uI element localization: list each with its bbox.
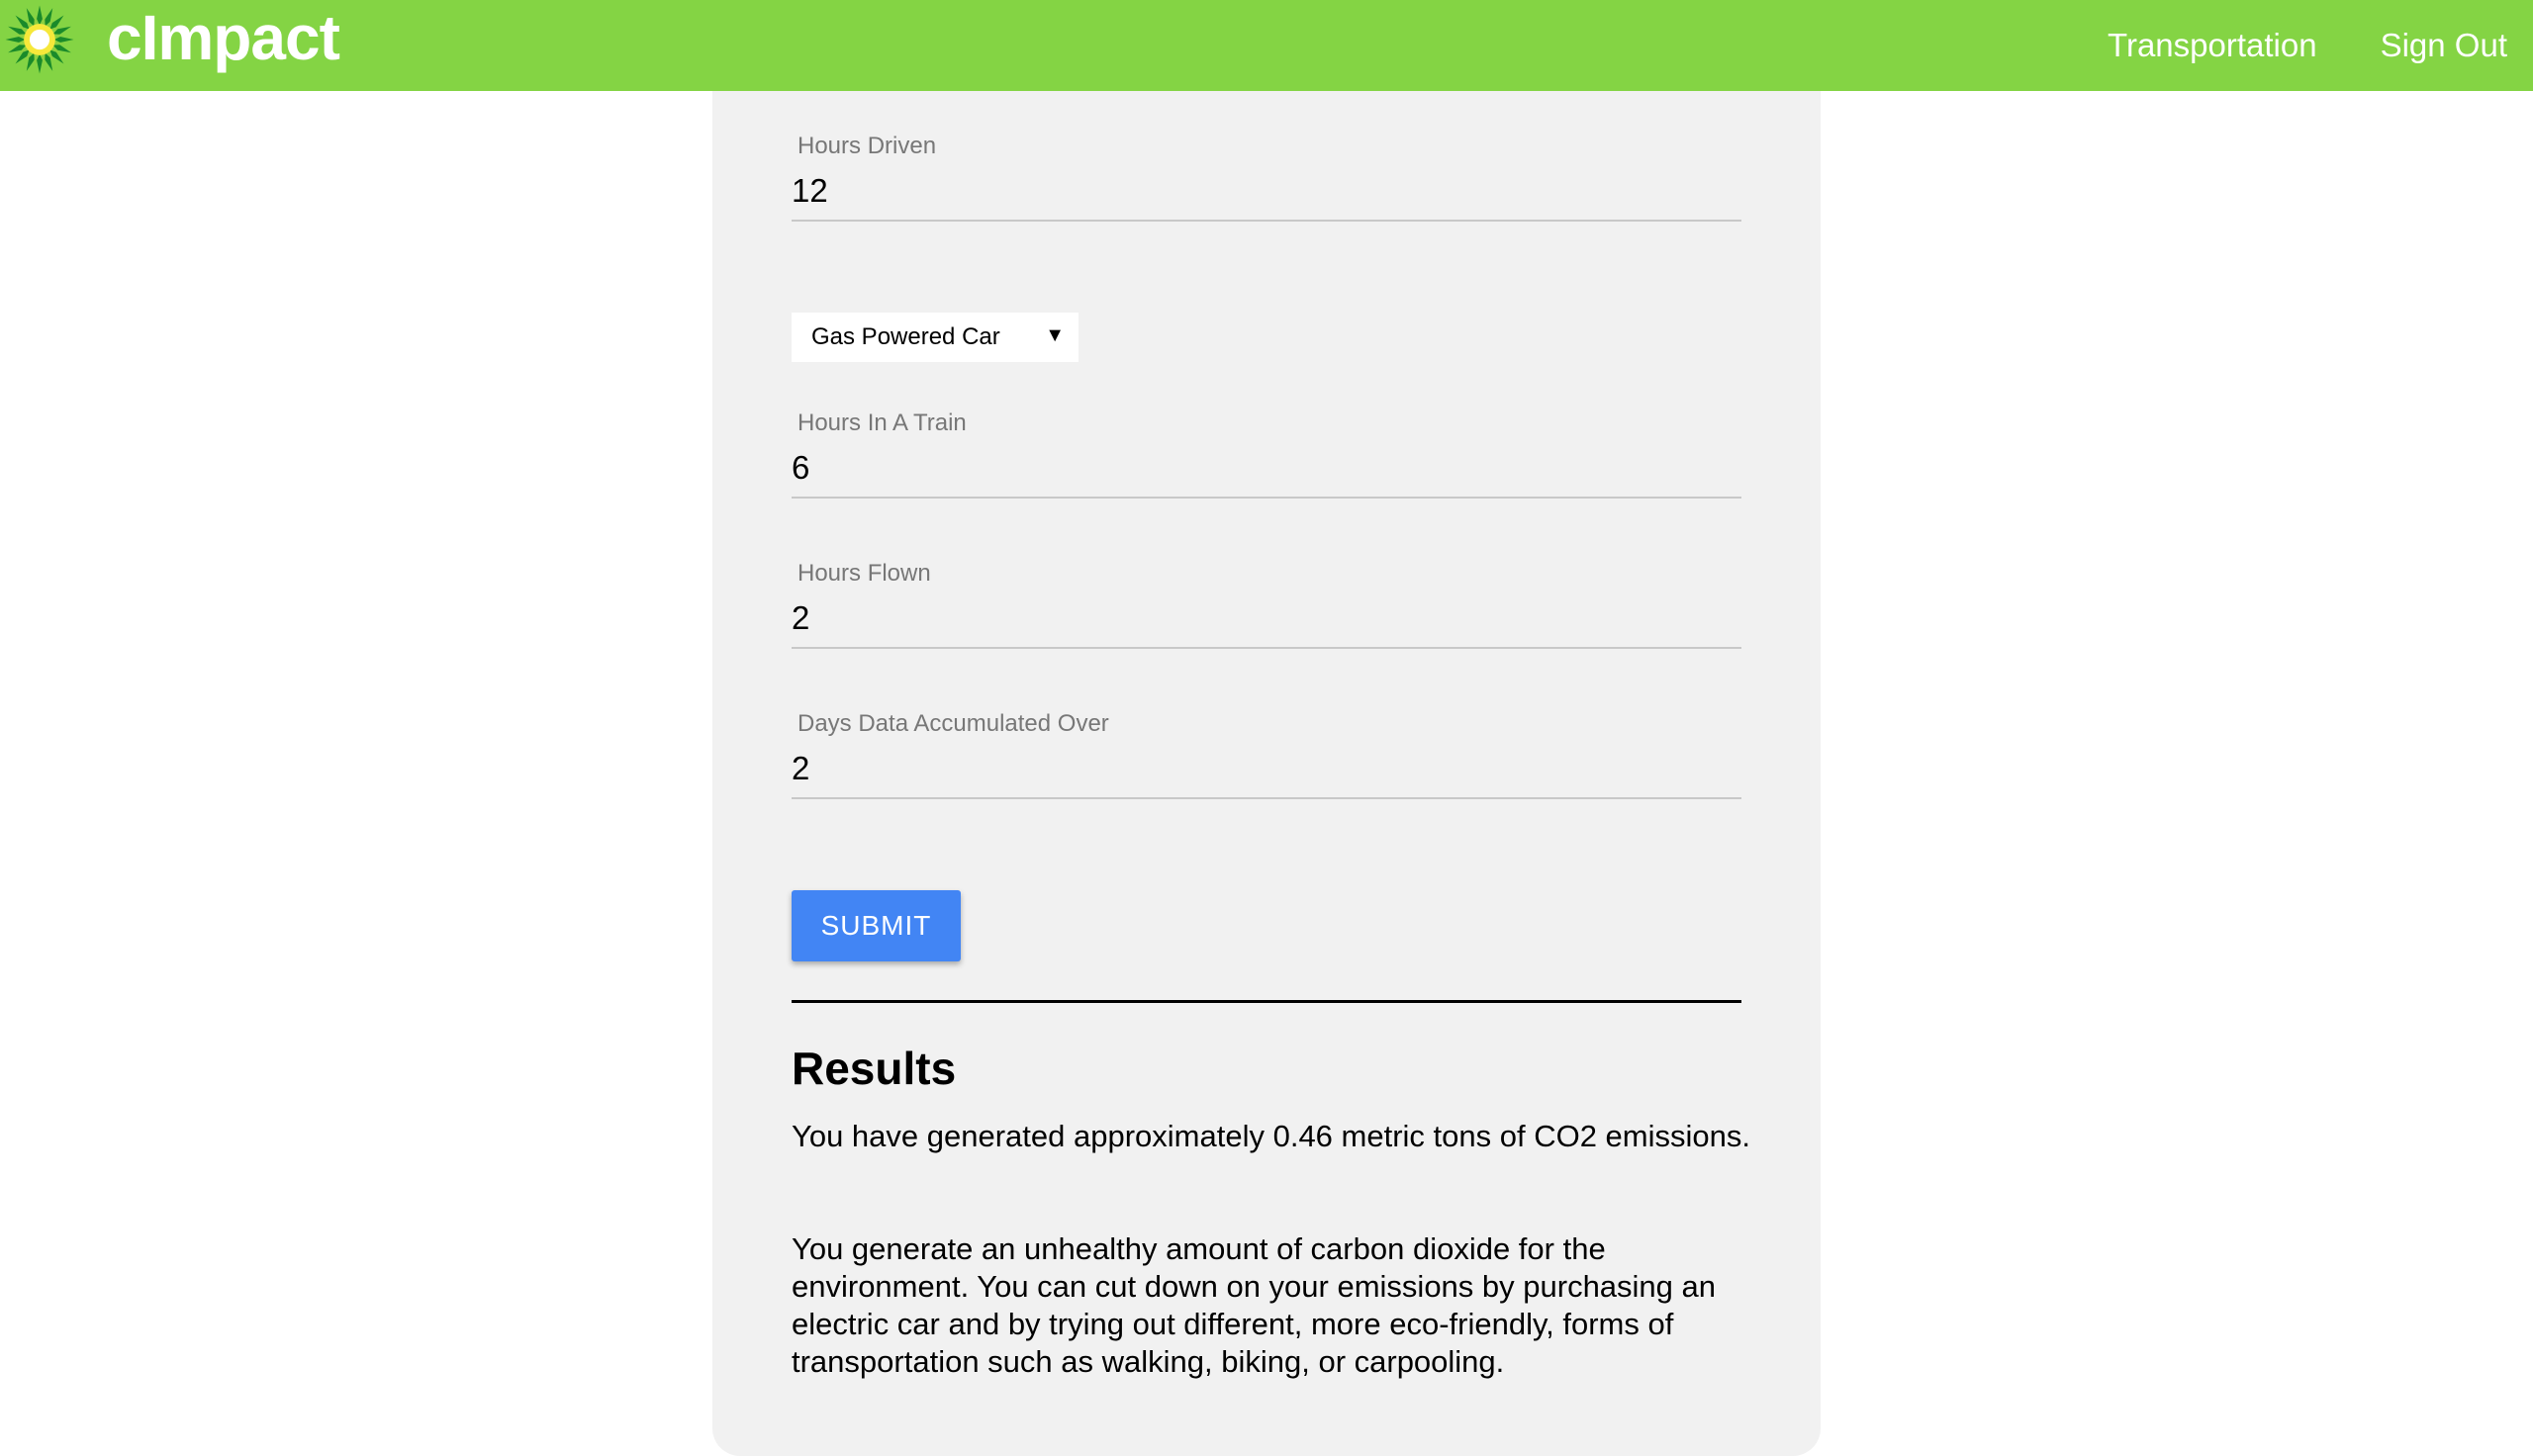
hours-train-label: Hours In A Train [797, 410, 967, 436]
vehicle-type-select[interactable] [792, 313, 1079, 362]
hours-driven-input[interactable] [792, 168, 1741, 222]
hours-flown-label: Hours Flown [797, 560, 931, 587]
hours-flown-input[interactable] [792, 595, 1741, 649]
emissions-result-text: You have generated approximately 0.46 metric tons of CO2 emissions. [792, 1119, 1750, 1153]
brand-name[interactable]: cImpact [107, 2, 339, 73]
nav-link-transportation[interactable]: Transportation [2108, 27, 2317, 63]
submit-button[interactable]: SUBMIT [792, 890, 961, 961]
navbar [0, 0, 2533, 91]
nav-link-sign-out[interactable]: Sign Out [2380, 27, 2507, 63]
transportation-form-card [712, 91, 1821, 1456]
results-divider [792, 1000, 1741, 1003]
results-heading: Results [792, 1043, 957, 1094]
emissions-advice-text: You generate an unhealthy amount of carbon dioxide for the environment. You can cut down on your emissions by purchasing an electric car and by trying out different, more eco-friendly, forms of transportation such as walking, biking, or carpooling. [792, 1231, 1717, 1379]
dropdown-arrow-icon: ▼ [1045, 324, 1065, 346]
days-accumulated-input[interactable] [792, 746, 1741, 799]
sunburst-logo-icon[interactable] [4, 4, 75, 75]
hours-driven-label: Hours Driven [797, 133, 937, 159]
hours-train-input[interactable] [792, 445, 1741, 499]
days-accumulated-label: Days Data Accumulated Over [797, 710, 1109, 737]
vehicle-type-selected: Gas Powered Car [811, 323, 1000, 350]
nav-links [2108, 0, 2507, 91]
